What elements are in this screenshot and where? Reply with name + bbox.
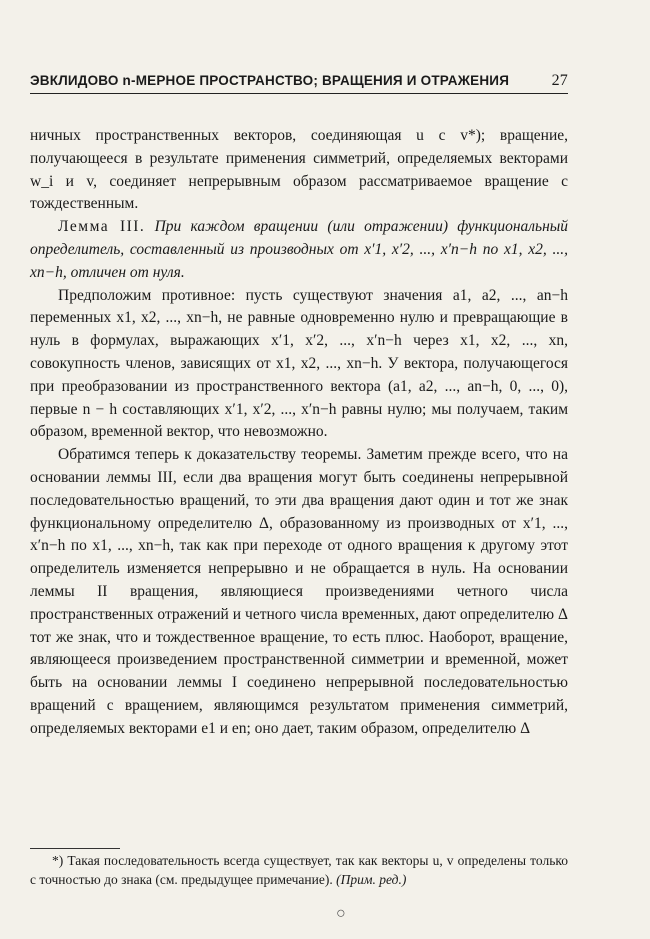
lemma-paragraph — [30, 216, 568, 284]
footnote — [30, 852, 568, 889]
lemma-label: Лемма III. — [58, 218, 146, 236]
footnote-editor-note: (Прим. ред.) — [336, 871, 407, 887]
running-head-title: ЭВКЛИДОВО n-МЕРНОЕ ПРОСТРАНСТВО; ВРАЩЕНИЯ И ОТРАЖЕНИЯ — [30, 73, 510, 88]
lemma-statement: При каждом вращении (или отражении) функциональный определитель, составленный из производных от x′1, x′2, ..., x′n−h по x1, x2, ..., xn−h, отличен от нуля. — [30, 218, 569, 281]
paragraph-continuation: ничных пространственных векторов, соединяющая u с v*); вращение, получающееся в результате применения симметрий, определяемых векторами w_i и v, соединяет непрерывным образом рассматриваемое вращение с тождественным. — [30, 127, 568, 213]
footnote-rule — [30, 848, 120, 849]
footnote-text: *) Такая последовательность всегда существует, так как векторы u, v определены только с точностью до знака (см. предыдущее примечание). — [30, 853, 568, 887]
page-mark: ○ — [336, 905, 346, 922]
page-number: 27 — [551, 72, 568, 89]
running-head — [30, 72, 568, 90]
body-text — [30, 125, 568, 741]
proof-paragraph: Предположим противное: пусть существуют значения a1, a2, ..., an−h переменных x1, x2, ..., xn−h, не равные одновременно нулю и превращающие в нуль в формулах, выражающих x′1, x′2, ..., x′n−h через x1, x2, ..., xn, совокупность членов, зависящих от x1, x2, ..., xn−h. У вектора, получающегося при преобразовании из пространственного вектора (a1, a2, ..., an−h, 0, ..., 0), первые n − h составляющих x′1, x′2, ..., x′n−h равны нулю; мы получаем, таким образом, временной вектор, что невозможно. — [30, 286, 568, 441]
theorem-proof-paragraph: Обратимся теперь к доказательству теоремы. Заметим прежде всего, что на основании леммы III, если два вращения могут быть соединены непрерывной последовательностью вращений, то эти два вращения дают один и тот же знак функциональному определителю Δ, образованному из производных от x′1, ..., x′n−h по x1, ..., xn−h, так как при переходе от одного вращения к другому этот определитель изменяется непрерывно и не обращается в нуль. На основании леммы II вращения, являющиеся произведениями четного числа пространственных отражений и четного числа временных, дают определителю Δ тот же знак, что и тождественное вращение, то есть плюс. Наоборот, вращение, являющееся произведением пространственной симметрии и временной, может быть на основании леммы I соединено непрерывной последовательностью вращений с вращением, являющимся результатом применения симметрий, определяемых векторами e1 и en; оно дает, таким образом, определителю Δ — [30, 446, 568, 737]
header-rule — [30, 93, 568, 94]
